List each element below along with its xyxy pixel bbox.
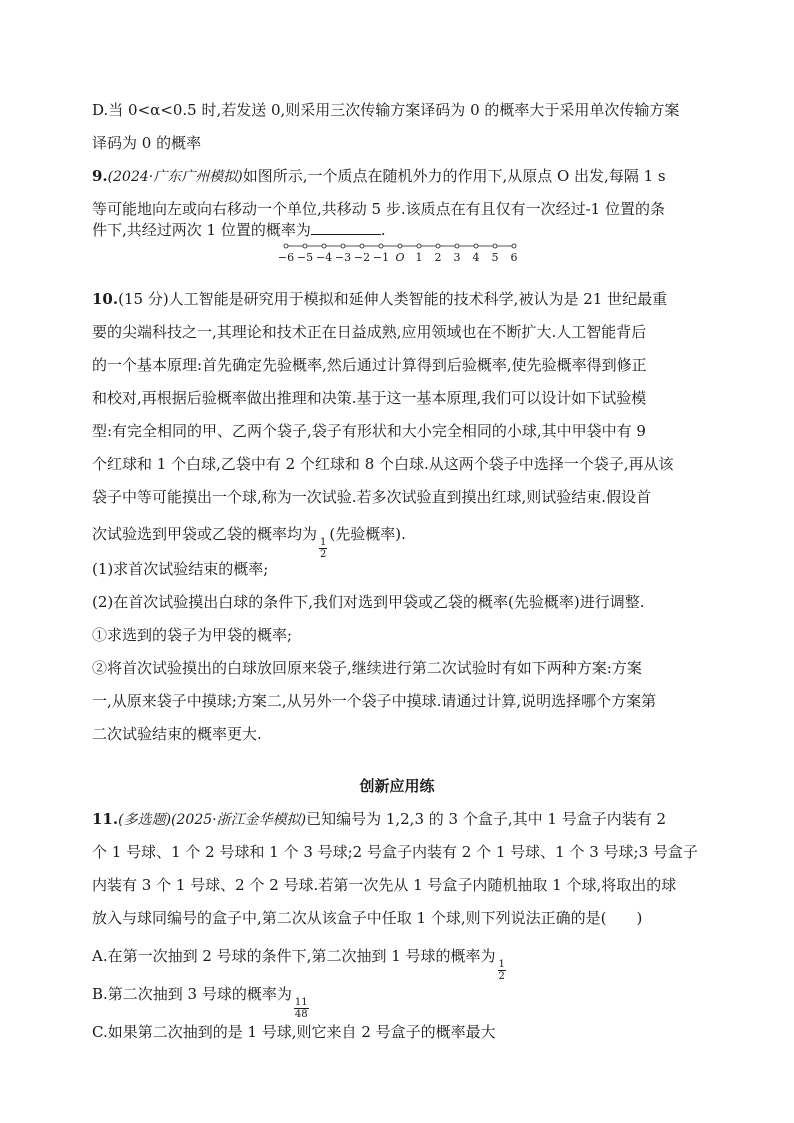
number-line-point bbox=[474, 244, 478, 248]
q9-line1 bbox=[92, 160, 712, 194]
q10-sub2a: ①求选到的袋子为甲袋的概率; bbox=[92, 626, 293, 644]
q9-line2: 等可能地向左或向右移动一个单位,共移动 5 步.该质点在有且仅有一次经过-1 位置的条 bbox=[92, 200, 665, 218]
q10-line-6: 袋子中等可能摸出一个球,称为一次试验.若多次试验直到摸出红球,则试验结束.假设首 bbox=[92, 488, 652, 506]
q11-option-b bbox=[92, 978, 712, 1020]
q11-line1-text: 已知编号为 1,2,3 的 3 个盒子,其中 1 号盒子内装有 2 bbox=[306, 810, 667, 828]
q9-line1-text: 如图所示,一个质点在随机外力的作用下,从原点 O 出发,每隔 1 s bbox=[242, 167, 666, 185]
section-heading: 创新应用练 bbox=[359, 777, 435, 795]
number-line-label: O bbox=[395, 251, 405, 264]
q10-last-line-text: 次试验选到甲袋或乙袋的概率均为 bbox=[92, 525, 318, 543]
q9-line3-end: . bbox=[380, 221, 386, 239]
q10-sub2b-line3: 二次试验结束的概率更大. bbox=[92, 725, 262, 743]
q11-source: (2025·浙江金华模拟) bbox=[171, 812, 307, 828]
q11-option-a-text: A.在第一次抽到 2 号球的条件下,第二次抽到 1 号球的概率为 bbox=[92, 947, 496, 965]
q10-line-3: 和校对,再根据后验概率做出推理和决策.基于这一基本原理,我们可以设计如下试验模 bbox=[92, 389, 647, 407]
q10-line-4: 型:有完全相同的甲、乙两个袋子,袋子有形状和大小完全相同的小球,其中甲袋中有 9 bbox=[92, 422, 646, 440]
fraction-denominator: 2 bbox=[320, 549, 327, 560]
number-line-point bbox=[417, 244, 421, 248]
number-line-point bbox=[398, 244, 402, 248]
fraction-denominator: 48 bbox=[294, 1009, 308, 1020]
number-line-label: −6 bbox=[277, 251, 295, 264]
q10-line-5: 个红球和 1 个白球,乙袋中有 2 个红球和 8 个白球.从这两个袋子中选择一个袋子,再从该 bbox=[92, 455, 674, 473]
q11-line2: 个 1 号球、1 个 2 号球和 1 个 3 号球;2 号盒子内装有 2 个 1 号球、1 个 3 号球;3 号盒子 bbox=[92, 843, 698, 861]
q11-line1 bbox=[92, 803, 712, 837]
number-line-point bbox=[455, 244, 459, 248]
q11-option-b-text: B.第二次抽到 3 号球的概率为 bbox=[92, 985, 292, 1003]
q11-line4 bbox=[92, 902, 712, 935]
q10-line-2: 的一个基本原理:首先确定先验概率,然后通过计算得到后验概率,使先验概率得到修正 bbox=[92, 356, 647, 374]
number-line-label: 4 bbox=[472, 251, 480, 264]
number-line-point bbox=[436, 244, 440, 248]
number-line-figure bbox=[276, 240, 524, 264]
fraction-denominator: 2 bbox=[498, 971, 505, 982]
number-line-point bbox=[493, 244, 497, 248]
number-line-point bbox=[303, 244, 307, 248]
number-line-label: 1 bbox=[415, 251, 423, 264]
q10-sub2: (2)在首次试验摸出白球的条件下,我们对选到甲袋或乙袋的概率(先验概率)进行调整. bbox=[92, 593, 645, 611]
q10-sub2b-line2: 一,从原来袋子中摸球;方案二,从另外一个袋子中摸球.请通过计算,说明选择哪个方案第 bbox=[92, 692, 657, 710]
q10-sub1: (1)求首次试验结束的概率; bbox=[92, 560, 269, 578]
q10-number: 10. bbox=[92, 290, 119, 308]
number-line-point bbox=[379, 244, 383, 248]
q10-last-line-end: (先验概率). bbox=[329, 525, 406, 543]
q8-option-d-line1: D.当 0<α<0.5 时,若发送 0,则采用三次传输方案译码为 0 的概率大于采用单次传输方案 bbox=[92, 101, 680, 119]
fraction-numerator: 1 bbox=[320, 537, 327, 548]
number-line-point bbox=[512, 244, 516, 248]
number-line-point bbox=[360, 244, 364, 248]
q10-score: (15 分) bbox=[118, 290, 169, 308]
q11-line3: 内装有 3 个 1 号球、2 个 2 号球.若第一次先从 1 号盒子内随机抽取 1 个球,将取出的球 bbox=[92, 876, 677, 894]
number-line-point bbox=[284, 244, 288, 248]
q8-option-d-line2: 译码为 0 的概率 bbox=[92, 134, 202, 152]
number-line-point bbox=[341, 244, 345, 248]
q11-type: (多选题) bbox=[118, 812, 172, 828]
q9-number: 9. bbox=[92, 167, 108, 185]
fraction-numerator: 1 bbox=[498, 959, 505, 970]
number-line-label: −3 bbox=[334, 251, 352, 264]
number-line-label: −2 bbox=[353, 251, 371, 264]
number-line-label: 6 bbox=[510, 251, 518, 264]
number-line-label: −5 bbox=[296, 251, 314, 264]
number-line-label: −4 bbox=[315, 251, 333, 264]
q11-line4-text: 放入与球同编号的盒子中,第二次从该盒子中任取 1 个球,则下列说法正确的是( bbox=[92, 909, 607, 927]
q9-line3-text: 件下,共经过两次 1 位置的概率为 bbox=[92, 221, 311, 239]
q10-line-0: 人工智能是研究用于模拟和延伸人类智能的技术科学,被认为是 21 世纪最重 bbox=[168, 290, 668, 308]
q10-sub2b-line1: ②将首次试验摸出的白球放回原来袋子,继续进行第二次试验时有如下两种方案:方案 bbox=[92, 659, 642, 677]
q10-line-1: 要的尖端科技之一,其理论和技术正在日益成熟,应用领域也在不断扩大.人工智能背后 bbox=[92, 323, 647, 341]
q10-line1 bbox=[92, 283, 712, 316]
q9-source: (2024·广东广州模拟) bbox=[107, 169, 243, 185]
q11-line4-end: ) bbox=[636, 909, 643, 927]
number-line-label: −1 bbox=[372, 251, 390, 264]
q11-number: 11. bbox=[92, 810, 119, 828]
number-line-label: 5 bbox=[491, 251, 499, 264]
q11-option-c: C.如果第二次抽到的是 1 号球,则它来自 2 号盒子的概率最大 bbox=[92, 1023, 496, 1041]
number-line-label: 2 bbox=[434, 251, 442, 264]
number-line-point bbox=[322, 244, 326, 248]
q11-option-a bbox=[92, 940, 712, 982]
answer-blank bbox=[311, 220, 381, 235]
number-line-label: 3 bbox=[453, 251, 461, 264]
fraction-numerator: 11 bbox=[294, 997, 308, 1008]
